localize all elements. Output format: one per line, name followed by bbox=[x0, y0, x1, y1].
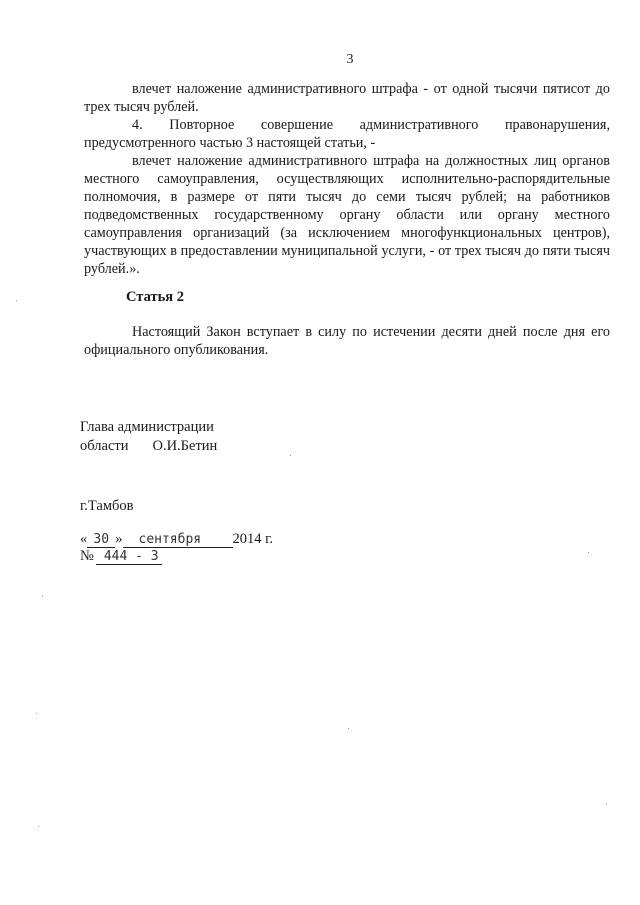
scan-speck bbox=[36, 713, 37, 714]
scan-speck bbox=[42, 596, 43, 597]
article-heading: Статья 2 bbox=[126, 289, 184, 305]
scan-speck bbox=[348, 728, 349, 729]
date-month: сентября bbox=[123, 532, 233, 548]
scan-speck bbox=[290, 455, 291, 456]
date-day: 30 bbox=[87, 532, 115, 548]
date-year: 2014 г. bbox=[232, 531, 274, 547]
body-text bbox=[84, 80, 610, 278]
date-open-quote: « bbox=[80, 531, 88, 547]
scan-speck bbox=[588, 552, 589, 553]
page-number: 3 bbox=[346, 52, 354, 67]
date-close-quote: » bbox=[115, 531, 123, 547]
paragraph-item-4: 4. Повторное совершение административного правонарушения, предусмотренного частью 3 настоящей статьи, - bbox=[84, 117, 610, 151]
city: г.Тамбов bbox=[80, 498, 134, 514]
signature-row bbox=[80, 437, 217, 456]
scan-speck bbox=[16, 300, 17, 301]
article-text-block bbox=[84, 323, 610, 359]
signature-block bbox=[80, 418, 217, 456]
signature-title: Глава администрации bbox=[80, 419, 214, 435]
signature-region: области bbox=[80, 438, 129, 454]
paragraph-fine-1: влечет наложение административного штрафа - от одной тысячи пятисот до трех тысяч рублей. bbox=[84, 81, 610, 115]
law-number-prefix: № bbox=[80, 548, 94, 564]
date-line bbox=[80, 531, 273, 548]
article-text: Настоящий Закон вступает в силу по истечении десяти дней после дня его официального опубликования. bbox=[84, 324, 610, 358]
law-number: 444 - 3 bbox=[96, 549, 162, 565]
scan-speck bbox=[606, 803, 607, 804]
law-number-line bbox=[80, 548, 162, 565]
scan-speck bbox=[38, 826, 39, 827]
signature-name: О.И.Бетин bbox=[152, 438, 218, 454]
paragraph-fine-2: влечет наложение административного штрафа на должностных лиц органов местного самоуправления, осуществляющих исполнительно-распорядительные полномочия, в размере от пяти тысяч до семи тысяч рублей; на работников подведомственных государственному органу области или органу местного самоуправления организаций (за исключением многофункциональных центров), участвующих в предоставлении муниципальной услуги, - от трех тысяч до пяти тысяч рублей.». bbox=[84, 153, 610, 277]
